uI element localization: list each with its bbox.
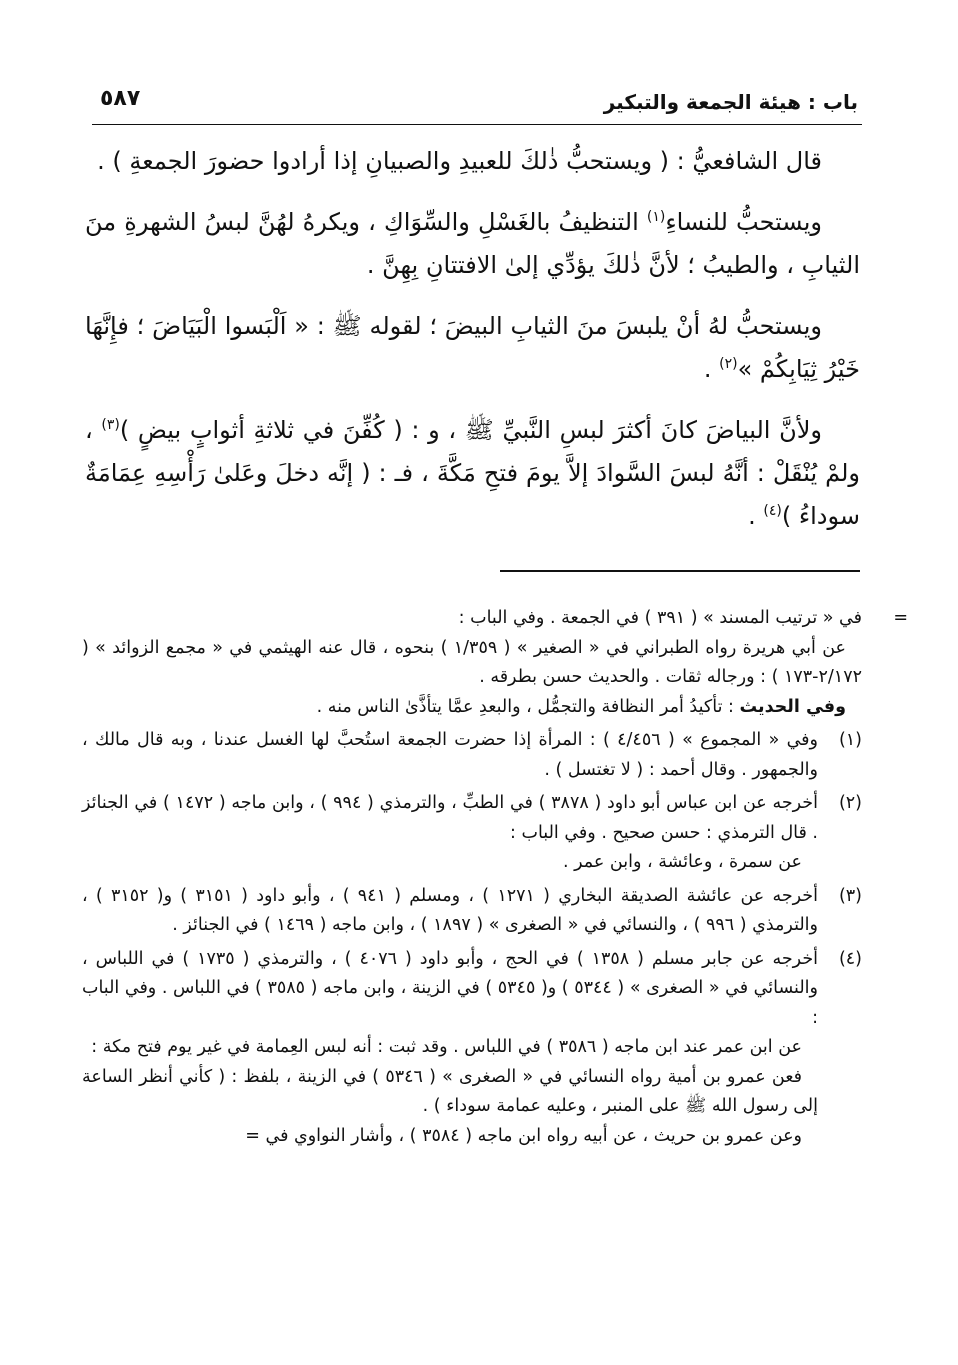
footnote-ref-4[interactable]: (٤) <box>763 503 782 519</box>
page-number: ٥٨٧ <box>100 86 141 111</box>
footnote-4-mark: (٤) <box>838 948 862 969</box>
main-text <box>85 140 860 556</box>
running-head: باب : هيئة الجمعة والتبكير <box>603 90 858 114</box>
paragraph-3-text-b: . <box>703 355 720 383</box>
footnote-1-mark: (١) <box>838 730 862 750</box>
footnote-4-sub-2: فعن عمرو بن أمية رواه النسائي في « الصغرى » ( ٥٣٤٦ ) في الزينة ، بلفظ : ( كأني أنظر الساعة إلى رسول الله ﷺ على المنبر ، وعليه عمامة سوداء ) . <box>82 1066 818 1116</box>
footnote-4-sub-1: عن ابن عمر عند ابن ماجه ( ٣٥٨٦ ) في اللباس . وقد ثبت : أنه لبس العِمامة في غير يوم فتح مكة : <box>91 1037 802 1057</box>
footnote-2-text: أخرجه عن ابن عباس أبو داود ( ٣٨٧٨ ) في الطبِّ ، والترمذي ( ٩٩٤ ) ، وابن ماجه ( ١٤٧٢ ) في الجنائز . قال الترمذي : حسن صحيح . وفي الباب : <box>82 793 818 843</box>
continuation-line-2: عن أبي هريرة رواه الطبراني في « الصغير » ( ١/٣٥٩ ) بنحوه ، قال عنه الهيثمي في « مجمع الزوائد » ( ٢/١٧٢-١٧٣ ) : ورجاله ثقات . والحديث حسن بطرقه . <box>82 637 862 687</box>
continuation-line-3 <box>82 693 862 723</box>
paragraph-3 <box>85 305 860 391</box>
paragraph-3-text-a: ويستحبُّ لهُ أنْ يلبسَ منَ الثيابِ البيضَ ؛ لقوله ﷺ : « اَلْبَسوا الْبَيَاضَ ؛ فإِنَّهَا خَيْرُ ثِيَابِكُمْ » <box>85 312 860 383</box>
footnote-3 <box>82 882 862 941</box>
header-rule <box>92 124 862 125</box>
paragraph-1 <box>85 140 860 183</box>
paragraph-2-text-a: ويستحبُّ للنساءِ <box>665 208 822 236</box>
continuation-line-1: في « ترتيب المسند » ( ٣٩١ ) في الجمعة . وفي الباب : <box>458 608 862 628</box>
continuation-mark: = <box>893 608 908 628</box>
paragraph-4-text-c: . <box>748 502 764 530</box>
footnote-4 <box>82 945 862 1152</box>
footnotes <box>82 604 908 1155</box>
footnote-4-sub-3: وعن عمرو بن حريث ، عن أبيه رواه ابن ماجه ( ٣٥٨٤ ) ، وأشار النواوي في = <box>245 1125 802 1146</box>
footnote-3-text: أخرجه عن عائشة الصديقة البخاري ( ١٢٧١ ) ، ومسلم ( ٩٤١ ) ، وأبو داود ( ٣١٥١ ) و( ٣١٥٢ ) ، والترمذي ( ٩٩٦ ) ، والنسائي في « الصغرى » ( ١٨٩٧ ) ، وابن ماجه ( ١٤٦٩ ) في الجنائز . <box>82 885 818 935</box>
footnote-ref-1[interactable]: (١) <box>646 209 666 225</box>
footnote-continuation <box>82 604 908 722</box>
footnote-2-sub: عن سمرة ، وعائشة ، وابن عمر . <box>563 852 802 872</box>
footnote-1 <box>82 726 862 785</box>
footnote-separator <box>500 570 860 572</box>
paragraph-2-text-b: التنظيفُ بالغَسْلِ والسِّوَاكِ ، ويكرهُ لهُنَّ لبسُ الشهرةِ منَ الثيابِ ، والطيبُ ؛ لأنَّ ذٰلكَ يؤدِّي إلىٰ الافتتانِ بِهِنَّ . <box>85 208 860 279</box>
paragraph-2 <box>85 201 860 287</box>
paragraph-1-text: قال الشافعيُّ : ( ويستحبُّ ذٰلكَ للعبيدِ والصبيانِ إذا أرادوا حضورَ الجمعةِ ) . <box>97 147 822 175</box>
paragraph-4-text-b: ، ولمْ يُنْقَلْ : أنَّهُ لبسَ السَّوادَ إلاَّ يومَ فتحِ مَكَّةَ ، فـ : ( إنَّه دخلَ وعَلىٰ رَأْسِهِ عِمَامَةٌ سوداءُ ) <box>85 416 860 530</box>
footnote-ref-3[interactable]: (٣) <box>101 417 120 433</box>
footnote-2-mark: (٢) <box>838 793 862 813</box>
footnote-2 <box>82 789 862 878</box>
paragraph-4-text-a: ولأنَّ البياضَ كانَ أكثرَ لبسِ النَّبيِّ ﷺ ، و : ( كُفِّنَ في ثلاثةِ أثوابٍ بيضٍ ) <box>119 416 822 444</box>
footnote-3-mark: (٣) <box>838 885 862 906</box>
continuation-line-3-rest: : تأكيدُ أمر النظافة والتجمُّل ، والبعدِ عمَّا يتأذَّىٰ الناس منه . <box>316 696 740 717</box>
footnote-4-text: أخرجه عن جابر مسلم ( ١٣٥٨ ) في الحج ، وأبو داود ( ٤٠٧٦ ) ، والترمذي ( ١٧٣٥ ) في اللباس ، والنسائي في « الصغرى » ( ٥٣٤٤ ) و( ٥٣٤٥ ) في الزينة ، وابن ماجه ( ٣٥٨٥ ) في اللباس . وفي الباب : <box>82 948 818 1028</box>
footnote-ref-2[interactable]: (٢) <box>719 356 738 372</box>
paragraph-4 <box>85 409 860 538</box>
footnote-1-text: وفي « المجموع » ( ٤/٤٥٦ ) : المرأة إذا حضرت الجمعة استُحبَّ لها الغسل عندنا ، وبه قال مالك ، والجمهور . وقال أحمد : ( لا تغتسل ) . <box>82 730 818 780</box>
continuation-line-3-bold: وفي الحديث <box>739 696 846 717</box>
